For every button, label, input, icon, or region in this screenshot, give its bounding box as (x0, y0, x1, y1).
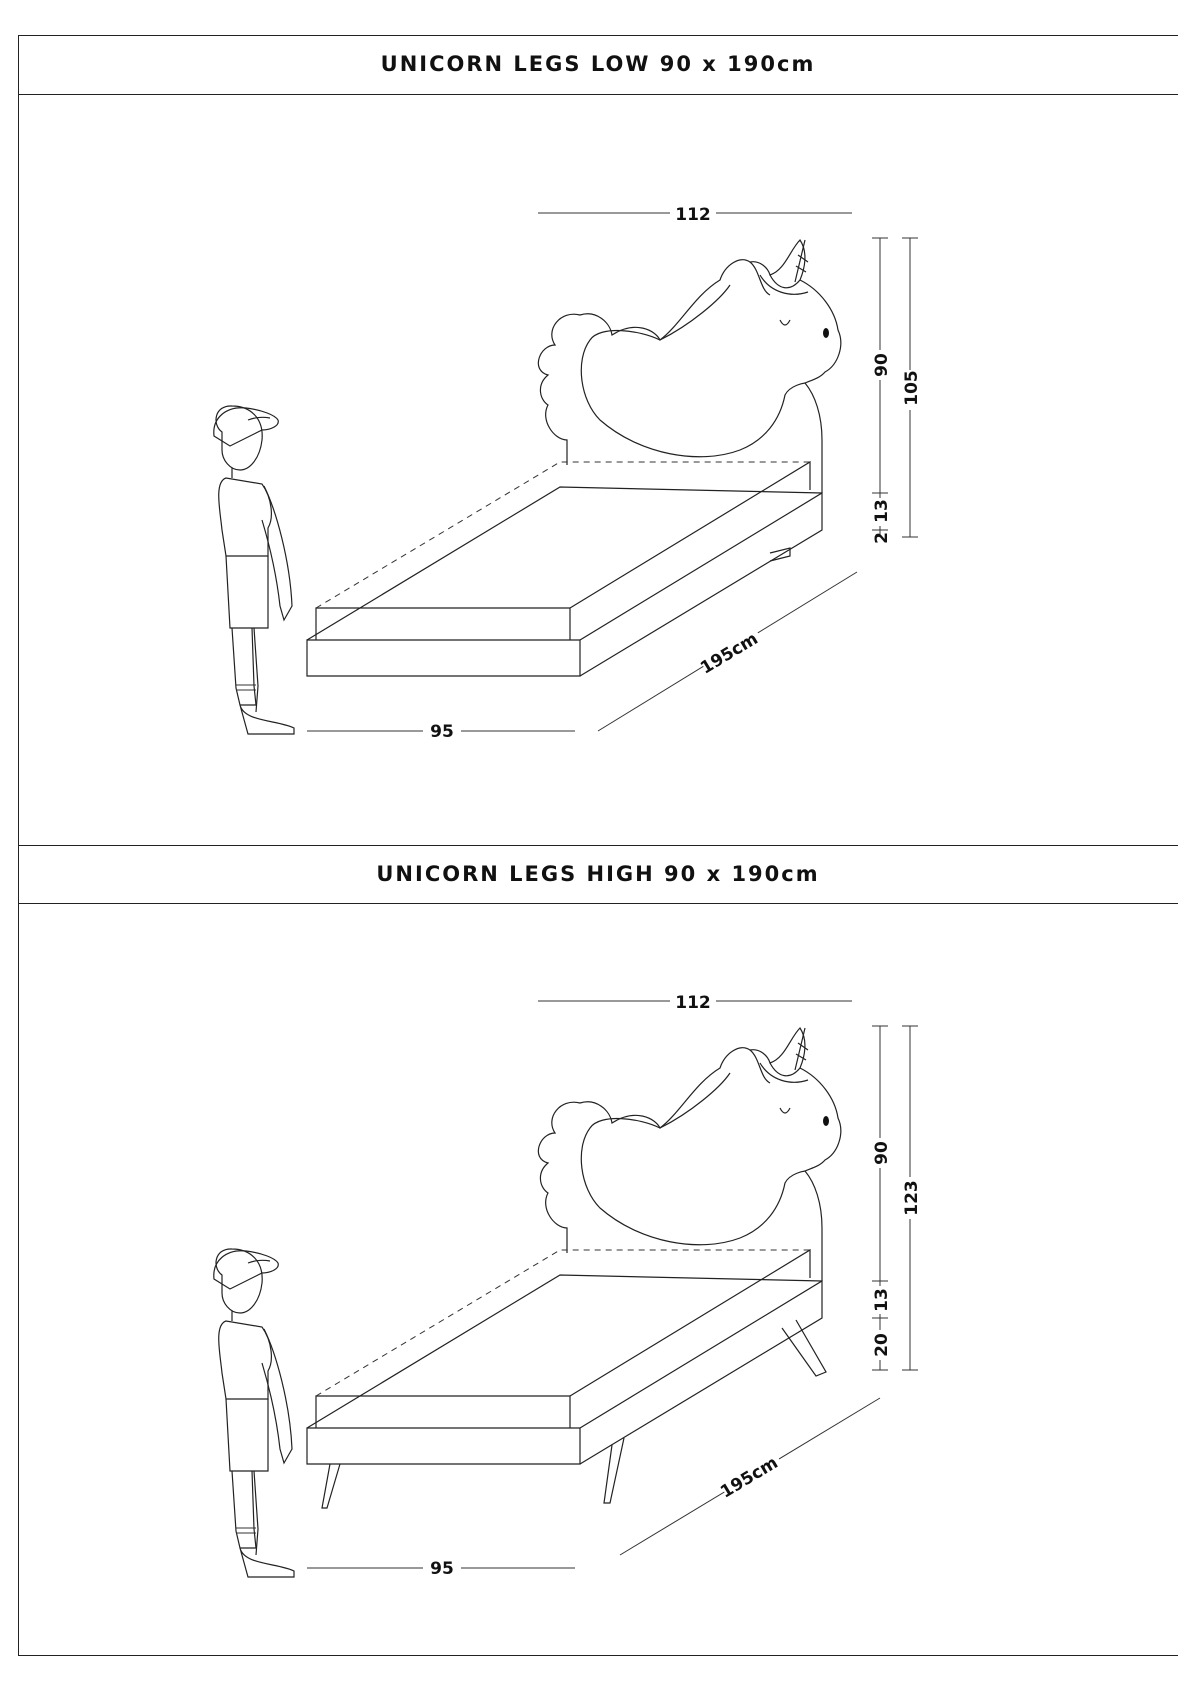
section-title-low: UNICORN LEGS LOW 90 x 190cm (380, 52, 816, 76)
dimension-lines (307, 1001, 918, 1568)
dim-total-height: 105 (902, 370, 922, 406)
dim-length: 195cm (717, 1452, 782, 1503)
unicorn-headboard (538, 1028, 840, 1281)
dim-leg-height: 20 (872, 1333, 892, 1357)
unicorn-headboard (538, 240, 840, 493)
dim-total-height: 123 (902, 1180, 922, 1216)
dimension-lines (307, 213, 918, 731)
border-bottom (18, 1655, 1178, 1656)
dim-width-top: 112 (675, 993, 711, 1013)
child-figure (214, 1249, 294, 1577)
dim-length: 195cm (697, 628, 762, 679)
dim-headboard-height: 90 (872, 1141, 892, 1165)
bed-drawing-high (0, 845, 1190, 1655)
section-title-high: UNICORN LEGS HIGH 90 x 190cm (376, 862, 820, 886)
dim-frame-height: 13 (872, 1288, 892, 1312)
dim-width-bottom: 95 (430, 722, 454, 742)
dim-width-bottom: 95 (430, 1559, 454, 1579)
dim-width-top: 112 (675, 205, 711, 225)
dim-leg-height: 2 (872, 532, 892, 544)
dim-frame-height: 13 (872, 499, 892, 523)
dim-headboard-height: 90 (872, 353, 892, 377)
child-figure (214, 406, 294, 734)
bed-frame (307, 1250, 822, 1464)
